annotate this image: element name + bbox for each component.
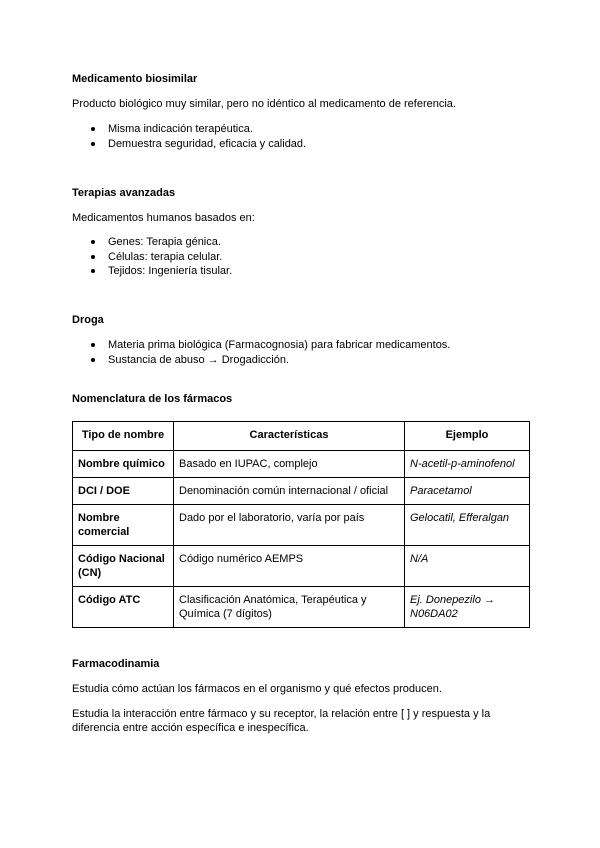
table-row <box>73 546 530 587</box>
column-header-characteristics: Características <box>174 422 405 451</box>
section-title-biosimilar: Medicamento biosimilar <box>72 73 198 85</box>
table-row <box>73 478 530 505</box>
nomenclature-table <box>72 421 530 628</box>
cell-characteristics: Código numérico AEMPS <box>174 546 405 587</box>
list-item: Células: terapia celular. <box>72 250 232 265</box>
table-row <box>73 505 530 546</box>
cell-type: DCI / DOE <box>73 478 174 505</box>
cell-example: N-acetil-p-aminofenol <box>405 451 530 478</box>
advanced-therapies-bullet-list <box>72 235 232 279</box>
section-title-drug: Droga <box>72 314 104 326</box>
cell-type: Nombre químico <box>73 451 174 478</box>
list-item: Demuestra seguridad, eficacia y calidad. <box>72 137 306 152</box>
pharmacodynamics-paragraph-2: Estudia la interacción entre fármaco y su receptor, la relación entre [ ] y respuesta y la diferencia entre acción específica e inespecífica. <box>72 708 491 734</box>
list-item: Misma indicación terapéutica. <box>72 122 306 137</box>
section-title-pharmacodynamics: Farmacodinamia <box>72 658 160 670</box>
list-item: Tejidos: Ingeniería tisular. <box>72 264 232 279</box>
section-title-advanced-therapies: Terapias avanzadas <box>72 187 176 199</box>
section-title-nomenclature: Nomenclatura de los fármacos <box>72 393 233 405</box>
column-header-type: Tipo de nombre <box>73 422 174 451</box>
table-row <box>73 451 530 478</box>
column-header-example: Ejemplo <box>405 422 530 451</box>
cell-characteristics: Clasificación Anatómica, Terapéutica y Química (7 dígitos) <box>174 587 405 628</box>
cell-example: N/A <box>405 546 530 587</box>
list-item: Genes: Terapia génica. <box>72 235 232 250</box>
table-row <box>73 587 530 628</box>
table-header-row <box>73 422 530 451</box>
cell-characteristics: Basado en IUPAC, complejo <box>174 451 405 478</box>
biosimilar-bullet-list <box>72 122 306 151</box>
list-item: Materia prima biológica (Farmacognosia) para fabricar medicamentos. <box>72 338 450 353</box>
cell-type: Código ATC <box>73 587 174 628</box>
cell-type: Nombre comercial <box>73 505 174 546</box>
cell-characteristics: Dado por el laboratorio, varía por país <box>174 505 405 546</box>
drug-bullet-list <box>72 338 450 367</box>
pharmacodynamics-paragraph-1: Estudia cómo actúan los fármacos en el organismo y qué efectos producen. <box>72 683 442 695</box>
cell-example: Paracetamol <box>405 478 530 505</box>
cell-example: Gelocatil, Efferalgan <box>405 505 530 546</box>
list-item: Sustancia de abuso → Drogadicción. <box>72 353 450 368</box>
advanced-therapies-description: Medicamentos humanos basados en: <box>72 212 255 224</box>
biosimilar-description: Producto biológico muy similar, pero no idéntico al medicamento de referencia. <box>72 98 456 110</box>
cell-type: Código Nacional (CN) <box>73 546 174 587</box>
cell-example: Ej. Donepezilo → N06DA02 <box>405 587 530 628</box>
cell-characteristics: Denominación común internacional / oficial <box>174 478 405 505</box>
